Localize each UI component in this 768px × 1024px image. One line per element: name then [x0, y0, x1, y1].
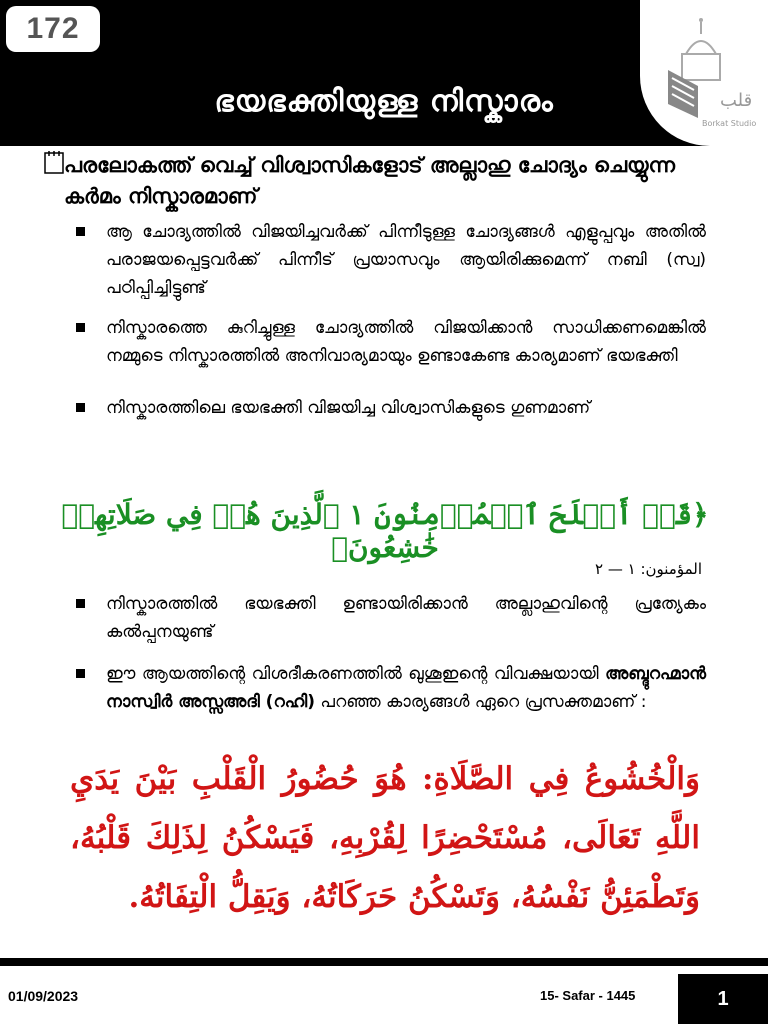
arabic-quote: وَالْخُشُوعُ فِي الصَّلَاةِ: هُوَ حُضُورُ الْقَلْبِ بَيْنَ يَدَيِ اللَّهِ تَعَالَى، مُسْتَحْضِرًا لِقُرْبِهِ، فَيَسْكُنُ لِذَلِكَ قَلْبُهُ، وَتَطْمَئِنُّ نَفْسُهُ، وَتَسْكُنُ حَرَكَاتُهُ، وَيَقِلُّ الْتِفَاتُهُ. [70, 761, 700, 915]
list-item: നിസ്കാരത്തിൽ ഭയഭക്തി ഉണ്ടായിരിക്കാൻ അല്ലാഹുവിന്റെ പ്രത്യേകം കൽപ്പനയുണ്ട് [76, 590, 706, 646]
footer-divider [0, 958, 768, 966]
list-item: നിസ്കാരത്തിലെ ഭയഭക്തി വിജയിച്ച വിശ്വാസികളുടെ ഗുണമാണ് [76, 394, 706, 422]
bullet-icon [76, 323, 85, 332]
bullet-icon [76, 403, 85, 412]
page-title: ഭയഭക്തിയുള്ള നിസ്കാരം [214, 84, 554, 119]
svg-text:Borkat Studio: Borkat Studio [702, 119, 756, 128]
section-heading: പരലോകത്ത് വെച്ച് വിശ്വാസികളോട് അല്ലാഹു ചോദ്യം ചെയ്യുന്ന കർമം നിസ്കാരമാണ് [64, 153, 675, 208]
bullet-list-a [76, 218, 706, 422]
bullet-icon [76, 227, 85, 236]
verse-reference: المؤمنون: ١ — ٢ [595, 560, 702, 578]
quran-verse: ﴿قَدۡ أَفۡلَحَ ٱلۡمُؤۡمِنُونَ ١ ٱلَّذِينَ هُمۡ فِي صَلَاتِهِمۡ خَٰشِعُونَ﴾ [61, 498, 709, 564]
list-item: ആ ചോദ്യത്തിൽ വിജയിച്ചവർക്ക് പിന്നീടുള്ള ചോദ്യങ്ങൾ എളുപ്പവും അതിൽ പരാജയപ്പെട്ടവർക്ക് പിന്നീട് പ്രയാസവും ആയിരിക്കുമെന്ന് നബി (സ്വ) പഠിപ്പിച്ചിട്ടുണ്ട് [76, 218, 706, 302]
svg-text:قلب: قلب [720, 90, 753, 111]
logo [640, 0, 768, 146]
scholar-name: അബ്ദുറഹ്മാൻ നാസ്വിർ അസ്സഅദി (റഹി) [106, 664, 706, 712]
bullet-icon [76, 599, 85, 608]
bullet-icon [76, 669, 85, 678]
bullet-list-b [76, 590, 706, 716]
footer-page-number: 1 [678, 974, 768, 1024]
mosque-logo-icon [664, 14, 756, 134]
footer [0, 966, 768, 1024]
list-item: ഈ ആയത്തിന്റെ വിശദീകരണത്തിൽ ഖുശൂഇന്റെ വിവക്ഷയായി അബ്ദുറഹ്മാൻ നാസ്വിർ അസ്സഅദി (റഹി) പറഞ്ഞ കാര്യങ്ങൾ ഏറെ പ്രസക്തമാണ് : [76, 660, 706, 716]
page-label: 172 [6, 6, 100, 52]
note-icon [44, 150, 64, 174]
footer-hijri-date: 15- Safar - 1445 [540, 988, 636, 1003]
footer-date: 01/09/2023 [8, 988, 79, 1004]
list-item: നിസ്കാരത്തെ കുറിച്ചുള്ള ചോദ്യത്തിൽ വിജയിക്കാൻ സാധിക്കണമെങ്കിൽ നമ്മുടെ നിസ്കാരത്തിൽ അനിവാര്യമായും ഉണ്ടാകേണ്ട കാര്യമാണ് ഭയഭക്തി [76, 314, 706, 370]
